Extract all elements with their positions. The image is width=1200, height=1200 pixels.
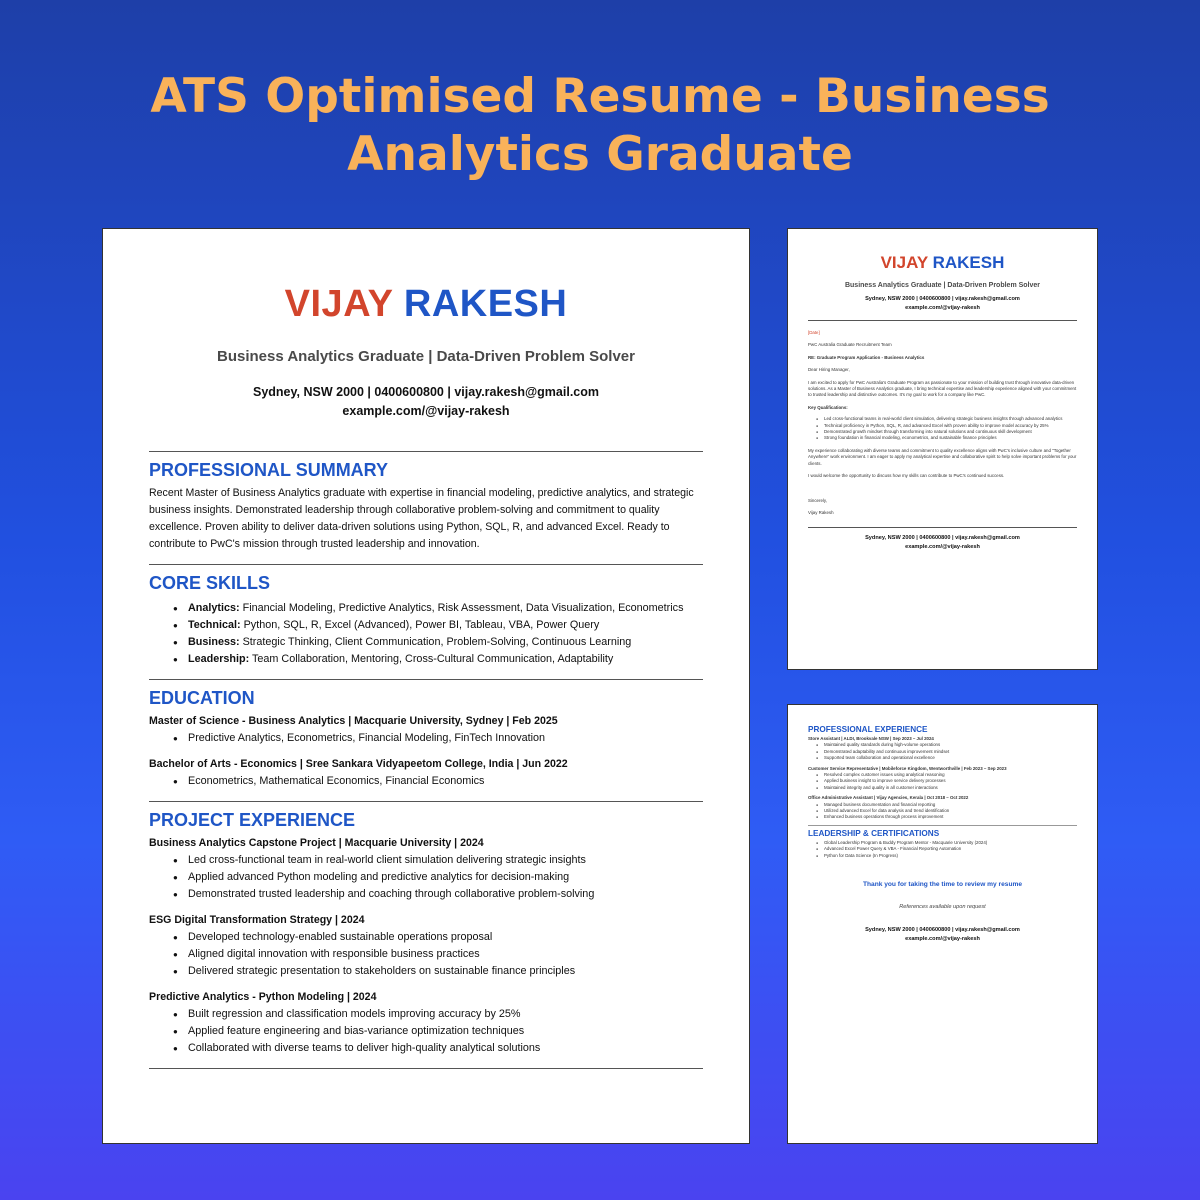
divider bbox=[149, 564, 703, 565]
list-item: ● Built regression and classification models improving accuracy by 25% bbox=[173, 1006, 703, 1023]
headline bbox=[0, 68, 1200, 184]
cover-intro: I am excited to apply for PwC Australia's Graduate Program as passionate to your mission of building trust through innovative data-driven solutions. As a Master of Business Analytics graduate, I bring technical expertise and leadership experience aligned with your commitment to trusted leadership and distinctive outcomes. It's my goal to work for a company like PwC. bbox=[808, 379, 1077, 398]
thanks-message: Thank you for taking the time to review my resume bbox=[862, 881, 1023, 889]
headline-line-1: ATS Optimised Resume - Business bbox=[150, 69, 1050, 124]
projects-title: PROJECT EXPERIENCE bbox=[149, 810, 356, 830]
divider bbox=[808, 320, 1077, 321]
list-item: ● Predictive Analytics, Econometrics, Financial Modeling, FinTech Innovation bbox=[173, 730, 703, 747]
job-bullets bbox=[816, 742, 1077, 761]
cover-signature: Vijay Rakesh bbox=[808, 509, 834, 515]
project-heading: Predictive Analytics - Python Modeling | 2024 bbox=[149, 991, 377, 1003]
list-item: ● Enhanced business operations through process improvement bbox=[816, 814, 1077, 820]
cover-letter-page bbox=[787, 228, 1098, 670]
divider bbox=[149, 801, 703, 802]
cert-list bbox=[816, 840, 1077, 859]
footer-contact: Sydney, NSW 2000 | 0400600800 | vijay.rakesh@gmail.com example.com/@vijay-rakesh bbox=[865, 927, 1020, 943]
list-item: ● Maintained quality standards during high-volume operations bbox=[816, 742, 1077, 748]
job-heading: Store Assistant | ALDI, Brookvale NSW | Sep 2023 – Jul 2024 bbox=[808, 736, 934, 741]
list-item: ● Aligned digital innovation with responsible business practices bbox=[173, 946, 703, 963]
contact-line-2: example.com/@vijay-rakesh bbox=[342, 404, 510, 418]
education-heading: Bachelor of Arts - Economics | Sree Sankara Vidyapeetom College, India | Jun 2022 bbox=[149, 758, 568, 770]
leadership-title: LEADERSHIP & CERTIFICATIONS bbox=[808, 828, 940, 838]
skill-item: ● Business: Strategic Thinking, Client Communication, Problem-Solving, Continuous Learning bbox=[173, 634, 703, 651]
list-item: ● Applied feature engineering and bias-variance optimization techniques bbox=[173, 1023, 703, 1040]
divider bbox=[149, 1068, 703, 1069]
education-heading: Master of Science - Business Analytics | Macquarie University, Sydney | Feb 2025 bbox=[149, 715, 558, 727]
skill-item: ● Technical: Python, SQL, R, Excel (Advanced), Power BI, Tableau, VBA, Power Query bbox=[173, 617, 703, 634]
first-name: VIJAY bbox=[284, 283, 393, 325]
list-item: ● Python for Data Science (In Progress) bbox=[816, 853, 1077, 859]
cover-tagline: Business Analytics Graduate | Data-Driven Problem Solver bbox=[844, 282, 1041, 289]
divider bbox=[808, 825, 1077, 826]
education-bullets bbox=[173, 730, 703, 747]
project-bullets bbox=[173, 852, 703, 903]
references-note: References available upon request bbox=[899, 904, 986, 911]
cover-footer-contact: Sydney, NSW 2000 | 0400600800 | vijay.rakesh@gmail.com example.com/@vijay-rakesh bbox=[865, 535, 1020, 551]
cover-date: [Date] bbox=[808, 330, 820, 335]
cover-recipient: PwC Australia Graduate Recruitment Team bbox=[808, 342, 892, 348]
list-item: ● Collaborated with diverse teams to deliver high-quality analytical solutions bbox=[173, 1040, 703, 1057]
resume-page-2 bbox=[787, 704, 1098, 1144]
skills-list bbox=[173, 600, 703, 668]
contact-line-1: Sydney, NSW 2000 | 0400600800 | vijay.rakesh@gmail.com bbox=[253, 385, 599, 399]
cover-re-line: RE: Graduate Program Application - Business Analytics bbox=[808, 354, 925, 360]
list-item: ● Managed business documentation and financial reporting bbox=[816, 802, 1077, 808]
cover-closing: I would welcome the opportunity to discuss how my skills can contribute to PwC's continued success. bbox=[808, 473, 1005, 479]
list-item: ● Utilized advanced Excel for data analysis and trend identification bbox=[816, 808, 1077, 814]
project-heading: ESG Digital Transformation Strategy | 2024 bbox=[149, 914, 365, 926]
job-bullets bbox=[816, 802, 1077, 821]
project-heading: Business Analytics Capstone Project | Macquarie University | 2024 bbox=[149, 837, 484, 849]
divider bbox=[808, 527, 1077, 528]
skill-item: ● Leadership: Team Collaboration, Mentoring, Cross-Cultural Communication, Adaptability bbox=[173, 651, 703, 668]
resume-tagline: Business Analytics Graduate | Data-Driven Problem Solver bbox=[217, 348, 635, 365]
skills-title: CORE SKILLS bbox=[149, 573, 271, 593]
headline-line-2: Analytics Graduate bbox=[347, 127, 853, 182]
list-item: ● Developed technology-enabled sustainable operations proposal bbox=[173, 929, 703, 946]
list-item: ● Demonstrated growth mindset through transforming into natural solutions and continuous skill development bbox=[816, 429, 1077, 435]
list-item: ● Delivered strategic presentation to stakeholders on sustainable finance principles bbox=[173, 963, 703, 980]
resume-page bbox=[102, 228, 750, 1144]
list-item: ● Led cross-functional team in real-world client simulation delivering strategic insights bbox=[173, 852, 703, 869]
cover-name: VIJAY RAKESH bbox=[880, 253, 1005, 272]
cover-signoff: Sincerely, bbox=[808, 497, 827, 503]
education-title: EDUCATION bbox=[149, 688, 255, 708]
list-item: ● Applied business insight to improve service delivery processes bbox=[816, 778, 1077, 784]
job-heading: Office Administrative Assistant | Vijay Agencies, Kerala | Oct 2018 – Oct 2022 bbox=[808, 795, 969, 801]
summary-text: Recent Master of Business Analytics graduate with expertise in financial modeling, predictive analytics, and strategic business insights. Demonstrated leadership through collaborative problem-solving and commitment to quality excellence. Proven ability to deliver data-driven solutions using Python, SQL, R, and advanced Excel. Ready to contribute to PwC's mission through trusted leadership and innovation. bbox=[149, 487, 694, 550]
list-item: ● Maintained integrity and quality in all customer interactions bbox=[816, 785, 1077, 791]
cover-body: My experience collaborating with diverse teams and commitment to quality excellence aligns with PwC's inclusive culture and "Together Anywhere" work environment. I am eager to apply my analytical expertise and collaborative spirit to help solve important problems for your clients. bbox=[808, 447, 1077, 466]
list-item: ● Strong foundation in financial modeling, econometrics, and sustainable finance principles bbox=[816, 435, 1077, 441]
divider bbox=[149, 679, 703, 680]
project-bullets bbox=[173, 1006, 703, 1057]
job-bullets bbox=[816, 772, 1077, 791]
job-heading: Customer Service Representative | Mobileforce Kingdom, Wentworthville | Feb 2023 – Sep 2023 bbox=[808, 765, 1007, 771]
list-item: ● Resolved complex customer issues using analytical reasoning bbox=[816, 772, 1077, 778]
resume-name bbox=[149, 283, 703, 326]
list-item: ● Advanced Excel Power Query & VBA - Financial Reporting Automation bbox=[816, 846, 1077, 852]
education-bullets bbox=[173, 773, 703, 790]
list-item: ● Econometrics, Mathematical Economics, Financial Economics bbox=[173, 773, 703, 790]
list-item: ● Applied advanced Python modeling and predictive analytics for decision-making bbox=[173, 869, 703, 886]
list-item: ● Global Leadership Program & Buddy Program Mentor - Macquarie University (2024) bbox=[816, 840, 1077, 846]
list-item: ● Led cross-functional teams in real-world client simulation, delivering strategic business insights through advanced analytics bbox=[816, 416, 1077, 422]
list-item: ● Demonstrated adaptability and continuous improvement mindset bbox=[816, 749, 1077, 755]
list-item: ● Supported team collaboration and operational excellence bbox=[816, 755, 1077, 761]
last-name: RAKESH bbox=[403, 283, 568, 325]
cover-contact: Sydney, NSW 2000 | 0400600800 | vijay.rakesh@gmail.com example.com/@vijay-rakesh bbox=[865, 296, 1020, 311]
list-item: ● Technical proficiency in Python, SQL, R, and advanced Excel with proven ability to improve model accuracy by 25% bbox=[816, 423, 1077, 429]
summary-title: PROFESSIONAL SUMMARY bbox=[149, 460, 389, 480]
cover-key-list bbox=[816, 416, 1077, 442]
experience-title: PROFESSIONAL EXPERIENCE bbox=[808, 725, 928, 734]
divider bbox=[149, 451, 703, 452]
list-item: ● Demonstrated trusted leadership and coaching through collaborative problem-solving bbox=[173, 886, 703, 903]
resume-contact bbox=[149, 383, 703, 421]
cover-key-title: Key Qualifications: bbox=[808, 404, 848, 410]
cover-salutation: Dear Hiring Manager, bbox=[808, 367, 850, 373]
project-bullets bbox=[173, 929, 703, 980]
skill-item: ● Analytics: Financial Modeling, Predictive Analytics, Risk Assessment, Data Visualization, Econometrics bbox=[173, 600, 703, 617]
